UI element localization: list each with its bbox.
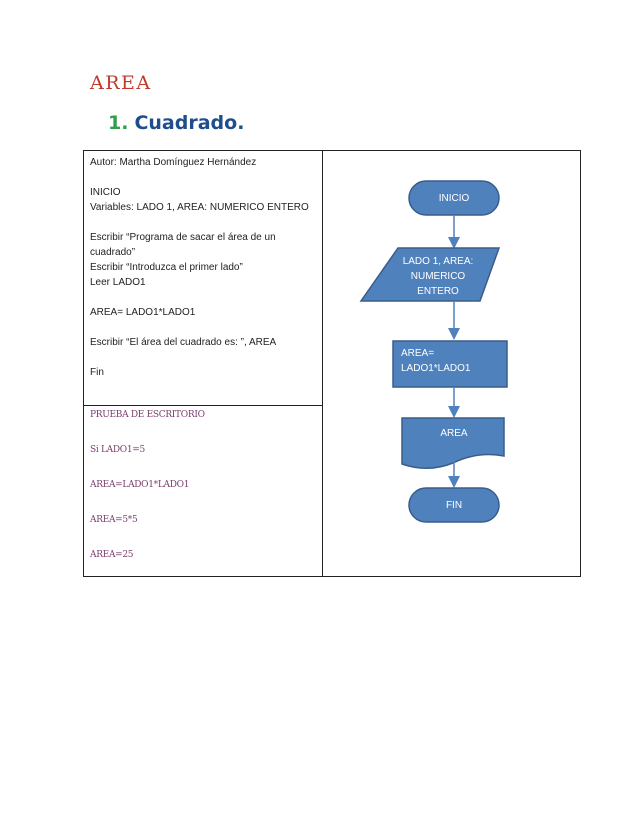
section-heading [108, 112, 244, 134]
read-line: Leer LADO1 [90, 277, 146, 288]
output-label: AREA [440, 428, 468, 439]
end-label: FIN [445, 500, 463, 511]
write-line-3: Escribir “El área del cuadrado es: ”, AREA [90, 337, 277, 348]
start-label: INICIO [438, 193, 470, 204]
desk-check-line: Si LADO1=5 [90, 445, 145, 455]
desk-check [90, 409, 318, 584]
row-divider [84, 405, 323, 406]
end-line: Fin [90, 367, 104, 378]
desk-check-line: AREA=25 [90, 550, 134, 560]
assign-line: AREA= LADO1*LADO1 [90, 307, 196, 318]
start-line: INICIO [90, 187, 121, 198]
write-line-2: Escribir “Introduzca el primer lado” [90, 262, 243, 273]
section-number: 1. [108, 112, 129, 134]
document-title: AREA [90, 72, 152, 94]
algorithm-text [90, 155, 318, 380]
desk-check-line: AREA=LADO1*LADO1 [90, 480, 190, 490]
flowchart [323, 151, 581, 578]
desk-check-line: AREA=5*5 [90, 515, 138, 525]
variables-line: Variables: LADO 1, AREA: NUMERICO ENTERO [90, 202, 309, 213]
section-title: Cuadrado. [134, 112, 245, 134]
input-label: LADO 1, AREA: NUMERICO ENTERO [402, 256, 474, 297]
desk-check-title: PRUEBA DE ESCRITORIO [90, 410, 205, 420]
write-line-1: Escribir “Programa de sacar el área de un cuadrado” [90, 232, 276, 258]
algorithm-table [83, 150, 581, 577]
process-label: AREA= LADO1*LADO1 [401, 348, 471, 374]
author-line: Autor: Martha Domínguez Hernández [90, 157, 257, 168]
